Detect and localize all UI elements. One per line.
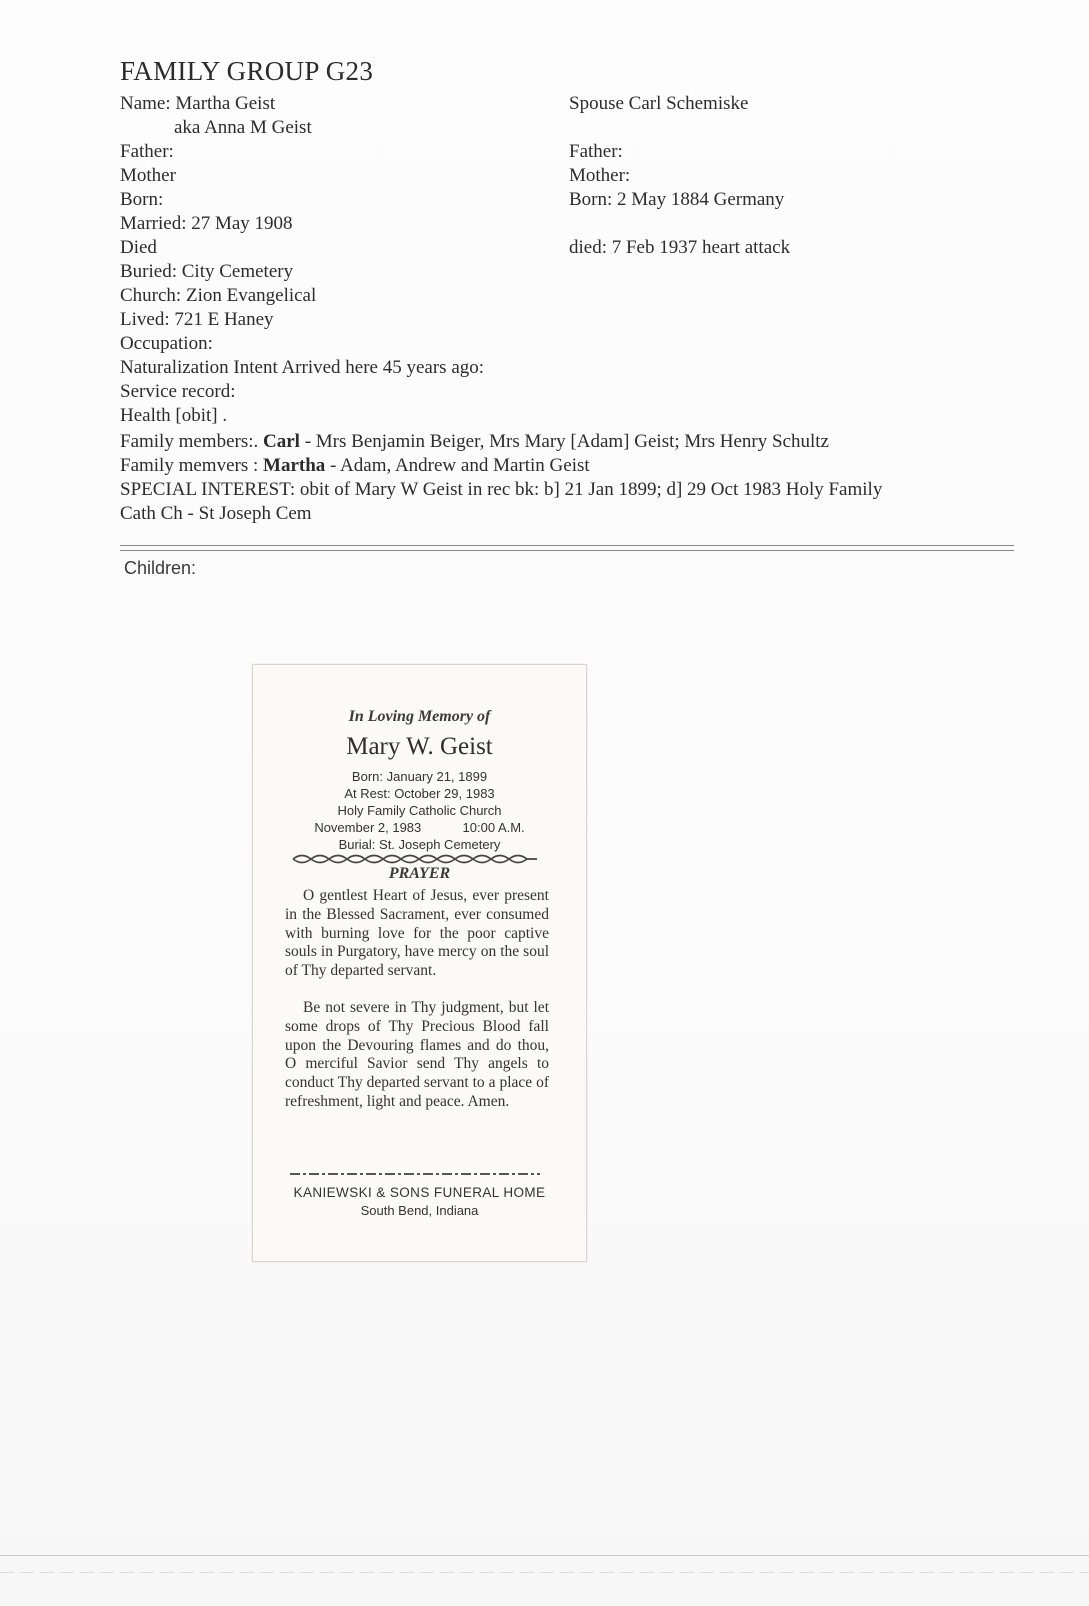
funeral-home-city: South Bend, Indiana xyxy=(360,1203,479,1218)
prayer-paragraph-1-text: O gentlest Heart of Jesus, ever present in the Blessed Sacrament, ever consumed with burning love for the poor captive souls in Purgatory, have mercy on the soul of Thy departed servant. xyxy=(285,887,549,980)
naturalization-line: Naturalization Intent Arrived here 45 years ago: xyxy=(120,357,485,378)
memorial-card-at-rest: At Rest: October 29, 1983 xyxy=(344,786,495,801)
service-record-line: Service record: xyxy=(120,381,236,402)
spouse-mother-line: Mother: xyxy=(569,165,631,186)
section-divider xyxy=(120,545,1014,551)
family-members-martha xyxy=(120,454,590,478)
scan-edge-dashes xyxy=(0,1572,1089,1573)
memorial-card-service-time: 10:00 A.M. xyxy=(462,820,525,835)
spouse-line: Spouse Carl Schemiske xyxy=(569,93,749,114)
mother-line: Mother xyxy=(120,165,176,186)
spouse-born-line: Born: 2 May 1884 Germany xyxy=(569,189,785,210)
prayer-paragraph-2-text: Be not severe in Thy judgment, but let some drops of Thy Precious Blood fall upon the Devouring flames and do thou, O merciful Savior send Thy angels to conduct Thy departed servant to a place of refreshment, light and peace. Amen. xyxy=(285,999,549,1110)
prayer-paragraph-1 xyxy=(285,887,549,981)
spouse-died-line: died: 7 Feb 1937 heart attack xyxy=(569,237,791,258)
funeral-home-name: KANIEWSKI & SONS FUNERAL HOME xyxy=(293,1185,546,1200)
special-interest-line-2: Cath Ch - St Joseph Cem xyxy=(120,503,312,524)
memorial-card-church: Holy Family Catholic Church xyxy=(337,803,502,818)
scan-edge-line xyxy=(0,1555,1089,1556)
memorial-card-service-date: November 2, 1983 xyxy=(314,820,422,835)
buried-line: Buried: City Cemetery xyxy=(120,261,294,282)
memorial-card-header: In Loving Memory of xyxy=(348,708,491,725)
memorial-card xyxy=(252,664,587,1262)
aka-line: aka Anna M Geist xyxy=(174,117,312,138)
family-members-martha-name: Martha xyxy=(263,455,326,476)
spouse-father-line: Father: xyxy=(569,141,623,162)
ornamental-wave-divider xyxy=(291,852,539,866)
page-title: FAMILY GROUP G23 xyxy=(120,56,374,86)
family-members-carl-name: Carl xyxy=(263,431,300,452)
family-members-carl xyxy=(120,430,829,454)
health-line: Health [obit] . xyxy=(120,405,228,426)
family-members-carl-rest: - Mrs Benjamin Beiger, Mrs Mary [Adam] Geist; Mrs Henry Schultz xyxy=(299,431,829,452)
church-line: Church: Zion Evangelical xyxy=(120,285,317,306)
dashed-divider xyxy=(290,1173,540,1175)
born-line: Born: xyxy=(120,189,164,210)
memorial-card-name: Mary W. Geist xyxy=(346,733,493,760)
lived-line: Lived: 721 E Haney xyxy=(120,309,274,330)
family-members-carl-prefix: Family members:. xyxy=(120,431,264,452)
prayer-paragraph-2 xyxy=(285,999,549,1112)
father-line: Father: xyxy=(120,141,174,162)
occupation-line: Occupation: xyxy=(120,333,213,354)
died-line: Died xyxy=(120,237,157,258)
special-interest-line-1: SPECIAL INTEREST: obit of Mary W Geist in rec bk: b] 21 Jan 1899; d] 29 Oct 1983 Holy Family xyxy=(120,479,883,500)
memorial-card-born: Born: January 21, 1899 xyxy=(351,769,488,784)
family-members-martha-rest: - Adam, Andrew and Martin Geist xyxy=(325,455,590,476)
children-label: Children: xyxy=(124,558,197,578)
family-members-martha-prefix: Family memvers : xyxy=(120,455,264,476)
memorial-card-burial: Burial: St. Joseph Cemetery xyxy=(338,837,501,852)
memorial-card-service xyxy=(253,820,586,836)
name-line: Name: Martha Geist xyxy=(120,93,276,114)
married-line: Married: 27 May 1908 xyxy=(120,213,293,234)
prayer-heading: PRAYER xyxy=(388,865,451,882)
